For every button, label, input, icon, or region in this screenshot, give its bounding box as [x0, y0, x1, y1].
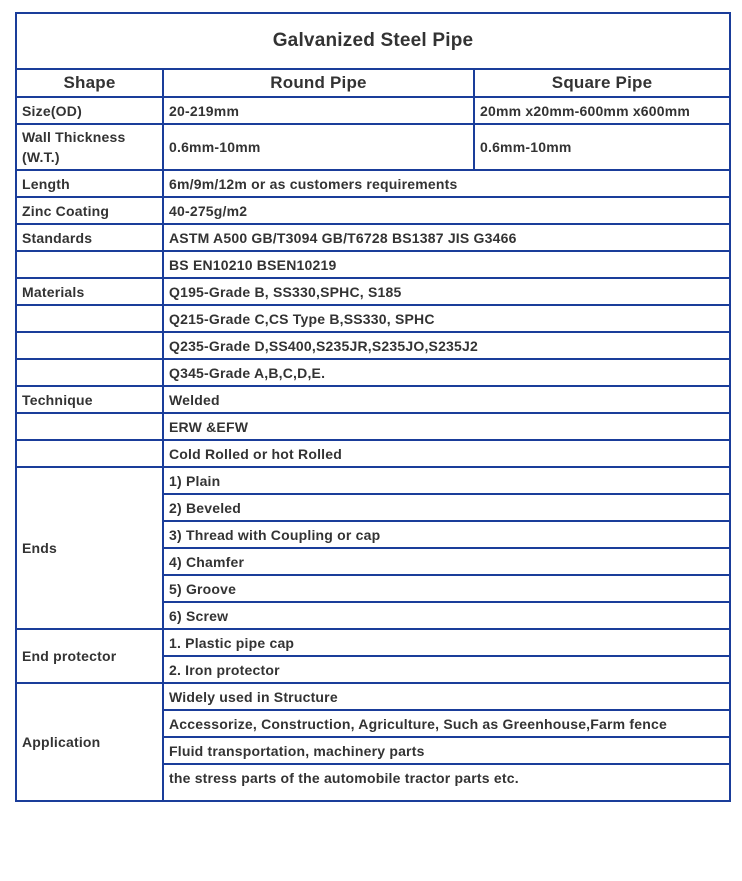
zinc-coating-value: 40-275g/m2: [163, 197, 730, 224]
size-round-value: 20-219mm: [163, 97, 474, 124]
ends-value: 5) Groove: [163, 575, 730, 602]
table-title: Galvanized Steel Pipe: [16, 13, 730, 69]
materials-value: Q345-Grade A,B,C,D,E.: [163, 359, 730, 386]
row-label-application: Application: [16, 683, 163, 801]
row-label-zinc-coating: Zinc Coating: [16, 197, 163, 224]
wall-label-line1: Wall Thickness: [22, 129, 126, 145]
end-protector-value: 1. Plastic pipe cap: [163, 629, 730, 656]
row-label-wall-thickness: [16, 124, 163, 170]
ends-value: 4) Chamfer: [163, 548, 730, 575]
table-row: [16, 467, 730, 494]
table-row: [16, 386, 730, 413]
technique-value: ERW &EFW: [163, 413, 730, 440]
wall-label-line2: (W.T.): [22, 149, 60, 165]
table-row: [16, 305, 730, 332]
table-row: [16, 332, 730, 359]
application-value: the stress parts of the automobile tractor parts etc.: [163, 764, 730, 801]
table-row: [16, 440, 730, 467]
empty-label-cell: [16, 440, 163, 467]
wall-square-value: 0.6mm-10mm: [474, 124, 730, 170]
table-row: [16, 224, 730, 251]
technique-value: Welded: [163, 386, 730, 413]
standards-value: BS EN10210 BSEN10219: [163, 251, 730, 278]
table-row: [16, 124, 730, 170]
table-row: [16, 251, 730, 278]
size-square-value: 20mm x20mm-600mm x600mm: [474, 97, 730, 124]
title-row: [16, 13, 730, 69]
materials-value: Q215-Grade C,CS Type B,SS330, SPHC: [163, 305, 730, 332]
ends-value: 2) Beveled: [163, 494, 730, 521]
empty-label-cell: [16, 359, 163, 386]
empty-label-cell: [16, 413, 163, 440]
table-row: [16, 278, 730, 305]
materials-value: Q235-Grade D,SS400,S235JR,S235JO,S235J2: [163, 332, 730, 359]
header-row: [16, 69, 730, 97]
table-row: [16, 97, 730, 124]
standards-value: ASTM A500 GB/T3094 GB/T6728 BS1387 JIS G3466: [163, 224, 730, 251]
materials-value: Q195-Grade B, SS330,SPHC, S185: [163, 278, 730, 305]
spec-table-wrapper: [15, 12, 731, 802]
table-row: [16, 197, 730, 224]
ends-value: 3) Thread with Coupling or cap: [163, 521, 730, 548]
end-protector-value: 2. Iron protector: [163, 656, 730, 683]
application-value: Fluid transportation, machinery parts: [163, 737, 730, 764]
empty-label-cell: [16, 251, 163, 278]
table-row: [16, 683, 730, 710]
application-value: Widely used in Structure: [163, 683, 730, 710]
row-label-size: Size(OD): [16, 97, 163, 124]
header-shape: Shape: [16, 69, 163, 97]
row-label-ends: Ends: [16, 467, 163, 629]
row-label-length: Length: [16, 170, 163, 197]
length-value: 6m/9m/12m or as customers requirements: [163, 170, 730, 197]
application-value: Accessorize, Construction, Agriculture, Such as Greenhouse,Farm fence: [163, 710, 730, 737]
wall-round-value: 0.6mm-10mm: [163, 124, 474, 170]
technique-value: Cold Rolled or hot Rolled: [163, 440, 730, 467]
row-label-end-protector: End protector: [16, 629, 163, 683]
spec-table: [15, 12, 731, 802]
table-row: [16, 170, 730, 197]
row-label-technique: Technique: [16, 386, 163, 413]
header-square-pipe: Square Pipe: [474, 69, 730, 97]
row-label-standards: Standards: [16, 224, 163, 251]
table-row: [16, 359, 730, 386]
ends-value: 6) Screw: [163, 602, 730, 629]
empty-label-cell: [16, 305, 163, 332]
table-row: [16, 629, 730, 656]
row-label-materials: Materials: [16, 278, 163, 305]
header-round-pipe: Round Pipe: [163, 69, 474, 97]
ends-value: 1) Plain: [163, 467, 730, 494]
empty-label-cell: [16, 332, 163, 359]
table-row: [16, 413, 730, 440]
